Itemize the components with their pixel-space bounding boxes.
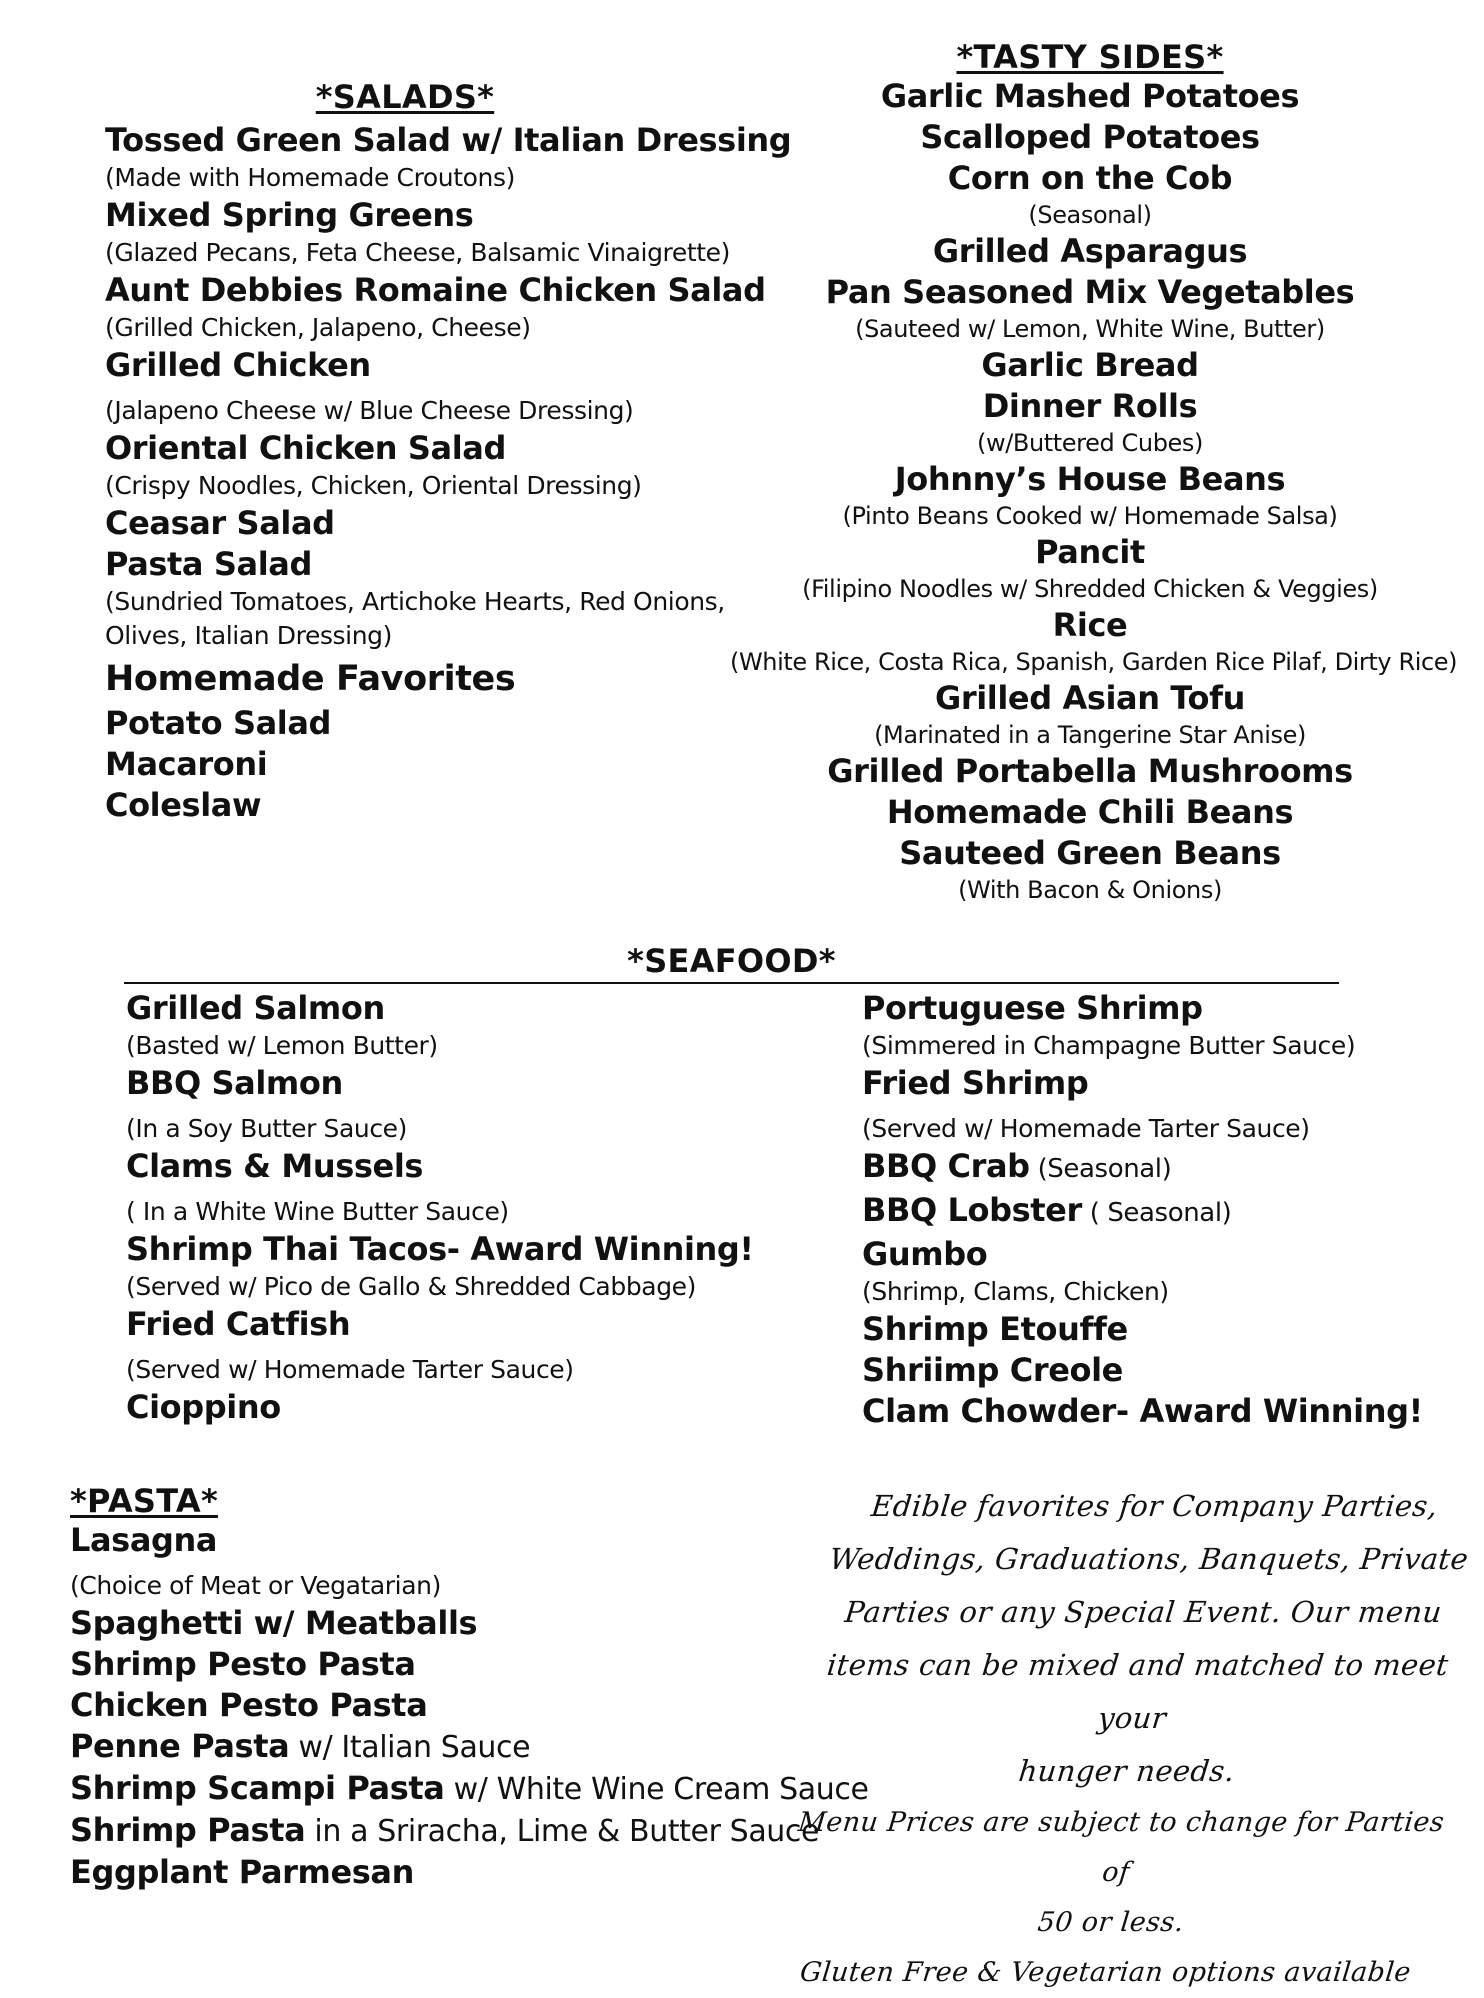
menu-item: Shriimp Creole — [862, 1351, 1123, 1389]
menu-item: Corn on the Cob — [947, 159, 1233, 197]
promo-line: Gluten Free & Vegetarian options available — [798, 1957, 1413, 1988]
menu-item: Garlic Mashed Potatoes — [880, 77, 1300, 115]
item-description: (Basted w/ Lemon Butter) — [126, 1031, 438, 1060]
menu-item: Lasagna — [70, 1521, 218, 1559]
seafood-divider — [124, 982, 1339, 984]
menu-item: Dinner Rolls — [982, 387, 1198, 425]
menu-item: Garlic Bread — [981, 346, 1199, 384]
menu-item: Fried Shrimp — [862, 1064, 1089, 1102]
item-suffix: w/ White Wine Cream Sauce — [444, 1772, 869, 1807]
salads-section — [105, 78, 792, 826]
menu-item: BBQ Salmon — [126, 1064, 343, 1102]
promo-line: Weddings, Graduations, Banquets, Private — [827, 1542, 1471, 1576]
item-suffix: ( Seasonal) — [1081, 1198, 1232, 1228]
salads-heading: *SALADS* — [315, 78, 495, 116]
pasta-heading: *PASTA* — [70, 1482, 219, 1520]
item-description: (Made with Homemade Croutons) — [105, 163, 515, 192]
menu-item: Pancit — [1035, 533, 1145, 571]
item-name: Penne Pasta — [70, 1727, 290, 1765]
favorites-heading: Homemade Favorites — [105, 659, 516, 699]
menu-item: Pan Seasoned Mix Vegetables — [825, 273, 1355, 311]
item-suffix: (Seasonal) — [1029, 1154, 1172, 1184]
menu-item: Oriental Chicken Salad — [105, 429, 506, 467]
menu-item: Shrimp Thai Tacos- Award Winning! — [126, 1230, 754, 1268]
menu-item: Spaghetti w/ Meatballs — [70, 1604, 478, 1642]
menu-item: Grilled Portabella Mushrooms — [827, 752, 1353, 790]
menu-item: Grilled Chicken — [105, 346, 371, 384]
menu-item: Macaroni — [105, 745, 268, 783]
item-description: (Grilled Chicken, Jalapeno, Cheese) — [105, 313, 531, 342]
item-description: Olives, Italian Dressing) — [105, 621, 392, 650]
menu-item: Ceasar Salad — [105, 504, 335, 542]
menu-item: Grilled Salmon — [126, 989, 385, 1027]
item-description: (Sundried Tomatoes, Artichoke Hearts, Red Onions, — [105, 587, 725, 616]
promo-text — [773, 1480, 1484, 1998]
menu-item: Fried Catfish — [126, 1305, 351, 1343]
menu-item: Clams & Mussels — [126, 1147, 424, 1185]
menu-item — [70, 1726, 790, 1768]
sides-section — [730, 38, 1458, 906]
menu-item: Chicken Pesto Pasta — [70, 1686, 428, 1724]
promo-line: Edible favorites for Company Parties, — [869, 1489, 1440, 1523]
item-description: (w/Buttered Cubes) — [977, 429, 1203, 457]
promo-line: Menu Prices are subject to change for Parties of — [796, 1807, 1446, 1888]
item-description: (Marinated in a Tangerine Star Anise) — [874, 721, 1306, 749]
menu-item: Scalloped Potatoes — [920, 118, 1260, 156]
menu-item: Grilled Asparagus — [932, 232, 1248, 270]
item-description: (Sauteed w/ Lemon, White Wine, Butter) — [855, 315, 1325, 343]
seafood-heading: *SEAFOOD* — [627, 942, 836, 980]
item-name: BBQ Crab — [862, 1147, 1030, 1185]
item-description: (Served w/ Pico de Gallo & Shredded Cabbage) — [126, 1272, 697, 1301]
menu-item: Gumbo — [862, 1235, 988, 1273]
menu-item: Johnny’s House Beans — [894, 460, 1286, 498]
item-description: (Served w/ Homemade Tarter Sauce) — [862, 1114, 1310, 1143]
pasta-section — [70, 1482, 869, 1893]
menu-item: Aunt Debbies Romaine Chicken Salad — [105, 271, 766, 309]
seafood-right-column — [862, 988, 1462, 1432]
item-suffix: w/ Italian Sauce — [289, 1730, 531, 1765]
sides-heading: *TASTY SIDES* — [956, 38, 1224, 76]
item-description: (Filipino Noodles w/ Shredded Chicken & Veggies) — [802, 575, 1378, 603]
item-description: (Simmered in Champagne Butter Sauce) — [862, 1031, 1356, 1060]
menu-item: Clam Chowder- Award Winning! — [862, 1392, 1423, 1430]
menu-item: Rice — [1052, 606, 1128, 644]
menu-item: Sauteed Green Beans — [899, 834, 1281, 872]
item-description: (Choice of Meat or Vegatarian) — [70, 1571, 441, 1600]
menu-item — [70, 1810, 820, 1852]
item-description: ( In a White Wine Butter Sauce) — [126, 1197, 509, 1226]
menu-item: Grilled Asian Tofu — [934, 679, 1246, 717]
item-description: (Pinto Beans Cooked w/ Homemade Salsa) — [842, 502, 1338, 530]
menu-item: Eggplant Parmesan — [70, 1853, 414, 1891]
menu-item: Coleslaw — [105, 786, 262, 824]
menu-item: Tossed Green Salad w/ Italian Dressing — [105, 121, 792, 159]
item-description: (Shrimp, Clams, Chicken) — [862, 1277, 1169, 1306]
menu-item: Portuguese Shrimp — [862, 989, 1203, 1027]
item-suffix: in a Sriracha, Lime & Butter Sauce — [305, 1814, 820, 1849]
menu-item — [70, 1768, 869, 1810]
item-description: (Jalapeno Cheese w/ Blue Cheese Dressing) — [105, 396, 634, 425]
menu-item: Cioppino — [126, 1388, 281, 1426]
promo-line: hunger needs. — [1016, 1754, 1237, 1788]
seafood-left-column — [126, 988, 766, 1428]
item-description: (Seasonal) — [1028, 201, 1152, 229]
item-description: (Served w/ Homemade Tarter Sauce) — [126, 1355, 574, 1384]
item-description: (Crispy Noodles, Chicken, Oriental Dressing) — [105, 471, 642, 500]
menu-item — [862, 1190, 1462, 1234]
menu-item: Homemade Chili Beans — [886, 793, 1294, 831]
item-description: (White Rice, Costa Rica, Spanish, Garden Rice Pilaf, Dirty Rice) — [730, 648, 1458, 676]
promo-line: Parties or any Special Event. Our menu — [843, 1595, 1444, 1629]
menu-item: Mixed Spring Greens — [105, 196, 474, 234]
menu-item: Potato Salad — [105, 704, 332, 742]
menu-item — [862, 1146, 1462, 1190]
menu-item: Shrimp Pesto Pasta — [70, 1645, 416, 1683]
menu-item: Pasta Salad — [105, 545, 312, 583]
item-description: (In a Soy Butter Sauce) — [126, 1114, 408, 1143]
item-description: (Glazed Pecans, Feta Cheese, Balsamic Vinaigrette) — [105, 238, 731, 267]
item-name: Shrimp Scampi Pasta — [70, 1769, 445, 1807]
menu-item: Shrimp Etouffe — [862, 1310, 1128, 1348]
item-name: BBQ Lobster — [862, 1191, 1082, 1229]
item-description: (With Bacon & Onions) — [958, 876, 1222, 904]
promo-line: 50 or less. — [1036, 1907, 1186, 1938]
item-name: Shrimp Pasta — [70, 1811, 306, 1849]
promo-line: items can be mixed and matched to meet your — [825, 1648, 1451, 1735]
